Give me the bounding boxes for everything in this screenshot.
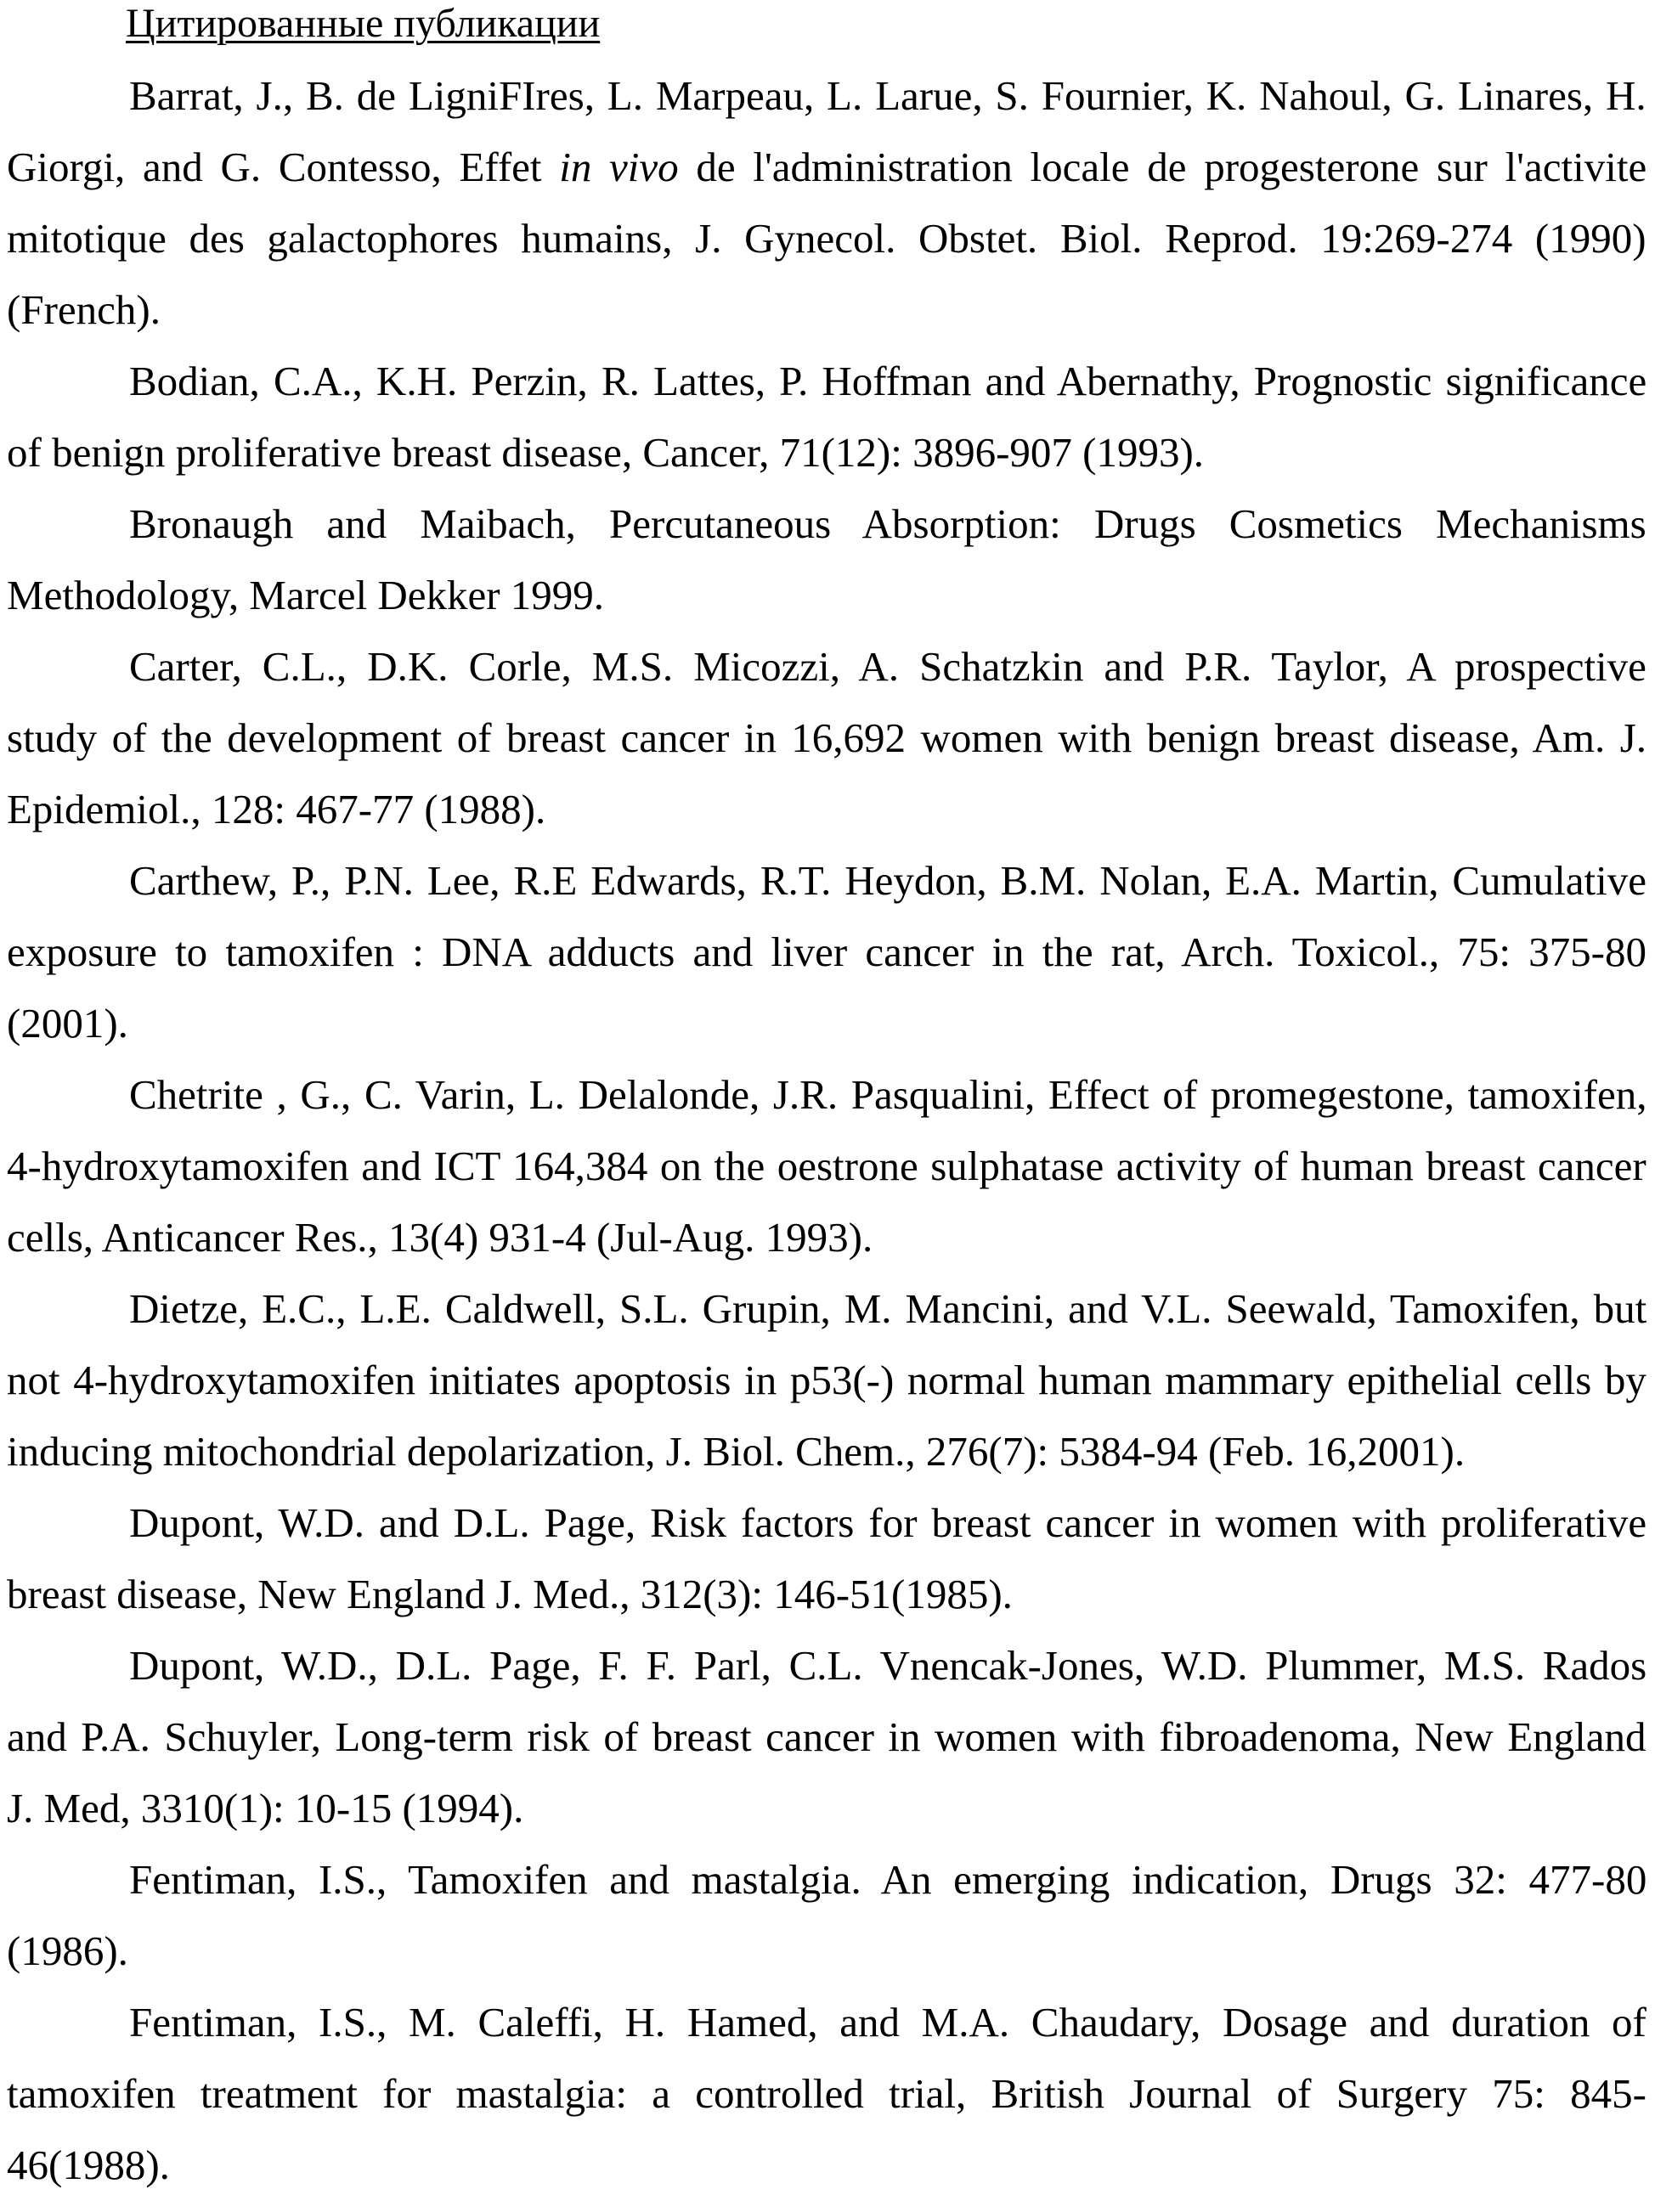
reference-line: Bodian, C.A., K.H. Perzin, R. Lattes, P. Hoffman and Abernathy, Prognostic significance xyxy=(7,357,1647,428)
reference-entry xyxy=(7,1855,1647,1998)
reference-line: and P.A. Schuyler, Long-term risk of breast cancer in women with fibroadenoma, New England xyxy=(7,1713,1647,1784)
reference-line: Dietze, E.C., L.E. Caldwell, S.L. Grupin, M. Mancini, and V.L. Seewald, Tamoxifen, but xyxy=(7,1284,1647,1356)
section-title: Цитированные публикации xyxy=(126,2,600,46)
reference-line: Chetrite , G., C. Varin, L. Delalonde, J.R. Pasqualini, Effect of promegestone, tamoxifen, xyxy=(7,1070,1647,1142)
reference-entry xyxy=(7,499,1647,642)
reference-entry xyxy=(7,1998,1647,2212)
reference-line: inducing mitochondrial depolarization, J. Biol. Chem., 276(7): 5384-94 (Feb. 16,2001). xyxy=(7,1427,1647,1498)
reference-line: (French). xyxy=(7,285,1647,357)
reference-line: (1986). xyxy=(7,1927,1647,1998)
reference-line: Dupont, W.D. and D.L. Page, Risk factors for breast cancer in women with proliferative xyxy=(7,1498,1647,1570)
italic-term: in vivo xyxy=(559,144,678,190)
reference-line: Bronaugh and Maibach, Percutaneous Absorption: Drugs Cosmetics Mechanisms xyxy=(7,499,1647,571)
reference-line: Methodology, Marcel Dekker 1999. xyxy=(7,571,1647,642)
reference-text: de l'administration locale de progesterone sur l'activite xyxy=(679,144,1647,190)
reference-line: study of the development of breast cancer in 16,692 women with benign breast disease, Am. J. xyxy=(7,714,1647,785)
reference-line: Fentiman, I.S., Tamoxifen and mastalgia. An emerging indication, Drugs 32: 477-80 xyxy=(7,1855,1647,1927)
reference-line: not 4-hydroxytamoxifen initiates apoptosis in p53(-) normal human mammary epithelial cells by xyxy=(7,1356,1647,1427)
reference-line: cells, Anticancer Res., 13(4) 931-4 (Jul-Aug. 1993). xyxy=(7,1213,1647,1284)
reference-line: 4-hydroxytamoxifen and ICT 164,384 on the oestrone sulphatase activity of human breast cancer xyxy=(7,1142,1647,1213)
reference-line xyxy=(7,143,1647,214)
reference-entry xyxy=(7,856,1647,1070)
reference-line: exposure to tamoxifen : DNA adducts and liver cancer in the rat, Arch. Toxicol., 75: 375-80 xyxy=(7,928,1647,999)
reference-line: mitotique des galactophores humains, J. Gynecol. Obstet. Biol. Reprod. 19:269-274 (1990) xyxy=(7,214,1647,285)
reference-line: tamoxifen treatment for mastalgia: a controlled trial, British Journal of Surgery 75: 845- xyxy=(7,2069,1647,2141)
reference-entry xyxy=(7,357,1647,499)
reference-line: Fentiman, I.S., M. Caleffi, H. Hamed, and M.A. Chaudary, Dosage and duration of xyxy=(7,1998,1647,2069)
reference-entry xyxy=(7,642,1647,856)
reference-line: Dupont, W.D., D.L. Page, F. F. Parl, C.L. Vnencak-Jones, W.D. Plummer, M.S. Rados xyxy=(7,1641,1647,1713)
reference-line: Carter, C.L., D.K. Corle, M.S. Micozzi, A. Schatzkin and P.R. Taylor, A prospective xyxy=(7,642,1647,714)
reference-line: of benign proliferative breast disease, Cancer, 71(12): 3896-907 (1993). xyxy=(7,428,1647,499)
reference-entry xyxy=(7,1070,1647,1284)
reference-entry xyxy=(7,1284,1647,1498)
reference-line: Carthew, P., P.N. Lee, R.E Edwards, R.T. Heydon, B.M. Nolan, E.A. Martin, Cumulative xyxy=(7,856,1647,928)
reference-text: Giorgi, and G. Contesso, Effet xyxy=(7,144,559,190)
reference-line: Barrat, J., B. de LigniFIres, L. Marpeau, L. Larue, S. Fournier, K. Nahoul, G. Linares, H. xyxy=(7,71,1647,143)
reference-line: (2001). xyxy=(7,999,1647,1070)
reference-list xyxy=(7,71,1647,2212)
reference-entry xyxy=(7,1498,1647,1641)
reference-line: J. Med, 3310(1): 10-15 (1994). xyxy=(7,1784,1647,1855)
reference-entry xyxy=(7,71,1647,357)
reference-entry xyxy=(7,1641,1647,1855)
reference-line: Epidemiol., 128: 467-77 (1988). xyxy=(7,785,1647,856)
reference-line: 46(1988). xyxy=(7,2141,1647,2212)
reference-line: breast disease, New England J. Med., 312(3): 146-51(1985). xyxy=(7,1570,1647,1641)
